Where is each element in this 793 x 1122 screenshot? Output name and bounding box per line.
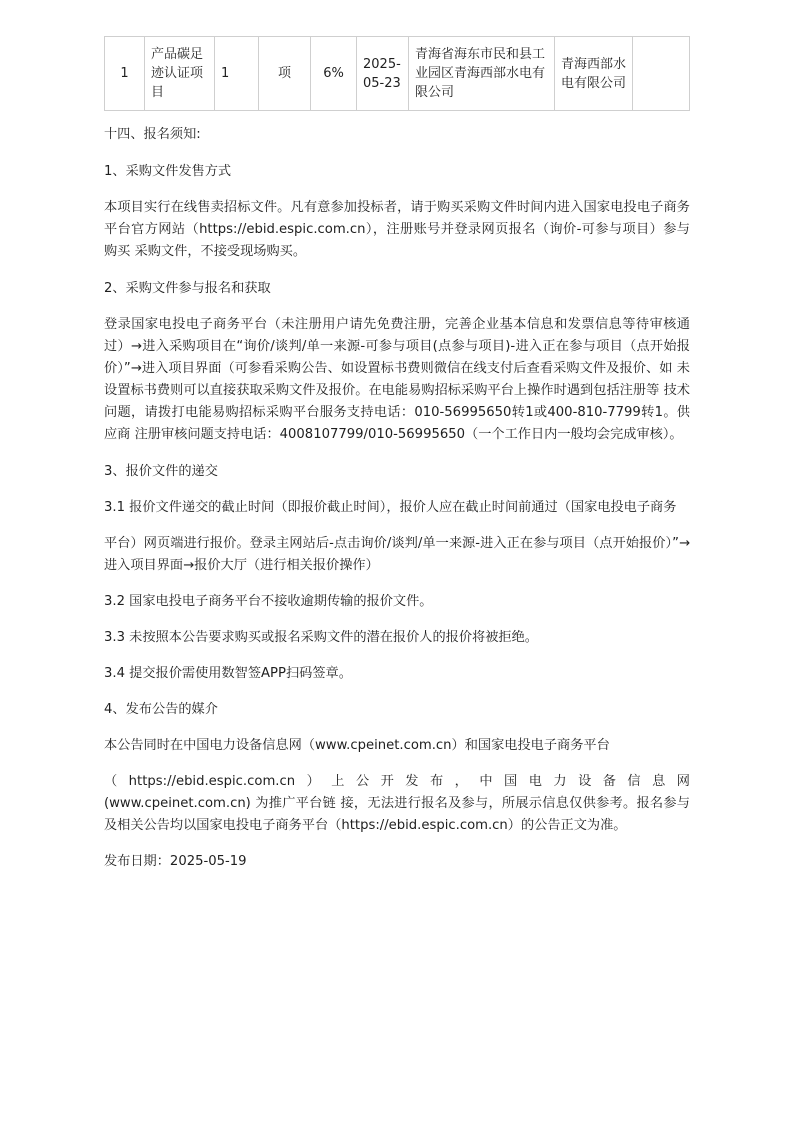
announcement-page [104, 36, 690, 873]
project-name: 产品碳足迹认证项目 [145, 37, 215, 111]
section-14-title: 十四、报名须知: [104, 127, 201, 142]
s1-body: 本项目实行在线售卖招标文件。凡有意参加投标者，请于购买采购文件时间内进入国家电投电子商务 平台官方网站（https://ebid.espic.com.cn），注册账号并登录网页报名（询价-可参与项目）参与购买 采购文件，不接受现场购买。 [104, 200, 690, 259]
release-date: 发布日期：2025-05-19 [104, 854, 247, 869]
service-location: 青海省海东市民和县工业园区青海西部水电有限公司 [409, 37, 555, 111]
s2-body: 登录国家电投电子商务平台（未注册用户请先免费注册，完善企业基本信息和发票信息等待审核通过）→进入采购项目在“询价/谈判/单一来源-可参与项目(点参与项目)-进入正在参与项目（点开始报 价）”→进入项目界面（可参看采购公告、如设置标书费则微信在线支付后查看采购文件及报价、如 未设置标书费则可以直接获取采购文件及报价。在电能易购招标采购平台上操作时遇到包括注册等 技术问题，请拨打电能易购招标采购平台服务支持电话：010-56995650转1或400-810-7799转1。供应商 注册审核问题支持电话：4008107799/010-56995650（一个工作日内一般均会完成审核）。 [104, 317, 690, 442]
s4-p2-first-line: （https://ebid.espic.com.cn）上公开发布，中国电力设备信息网 [104, 774, 690, 789]
table-row [105, 37, 690, 111]
s2-title: 2、采购文件参与报名和获取 [104, 281, 271, 296]
row-index: 1 [105, 37, 145, 111]
unit: 项 [259, 37, 311, 111]
s1-title: 1、采购文件发售方式 [104, 164, 232, 179]
remark [633, 37, 690, 111]
s3-p3: 3.2 国家电投电子商务平台不接收逾期传输的报价文件。 [104, 594, 433, 609]
s3-p2: 平台）网页端进行报价。登录主网站后-点击询价/谈判/单一来源-进入正在参与项目（点开始报价）”→进入项目界面→报价大厅（进行相关报价操作） [104, 536, 690, 573]
tax-rate: 6% [311, 37, 357, 111]
s3-title: 3、报价文件的递交 [104, 464, 218, 479]
s4-p1: 本公告同时在中国电力设备信息网（www.cpeinet.com.cn）和国家电投电子商务平台 [104, 738, 610, 753]
s3-p4: 3.3 未按照本公告要求购买或报名采购文件的潜在报价人的报价将被拒绝。 [104, 630, 538, 645]
service-date: 2025-05-23 [357, 37, 409, 111]
s3-p1: 3.1 报价文件递交的截止时间（即报价截止时间），报价人应在截止时间前通过（国家电投电子商务 [104, 500, 677, 515]
owner-company: 青海西部水电有限公司 [555, 37, 633, 111]
project-table [104, 36, 690, 111]
s4-title: 4、发布公告的媒介 [104, 702, 218, 717]
s4-p2-body: (www.cpeinet.com.cn) 为推广平台链 接，无法进行报名及参与，所展示信息仅供参考。报名参与及相关公告均以国家电投电子商务平台（https://ebid.espic.com.cn）的公告正文为准。 [104, 796, 690, 833]
quantity: 1 [215, 37, 259, 111]
s3-p5: 3.4 提交报价需使用数智签APP扫码签章。 [104, 666, 352, 681]
